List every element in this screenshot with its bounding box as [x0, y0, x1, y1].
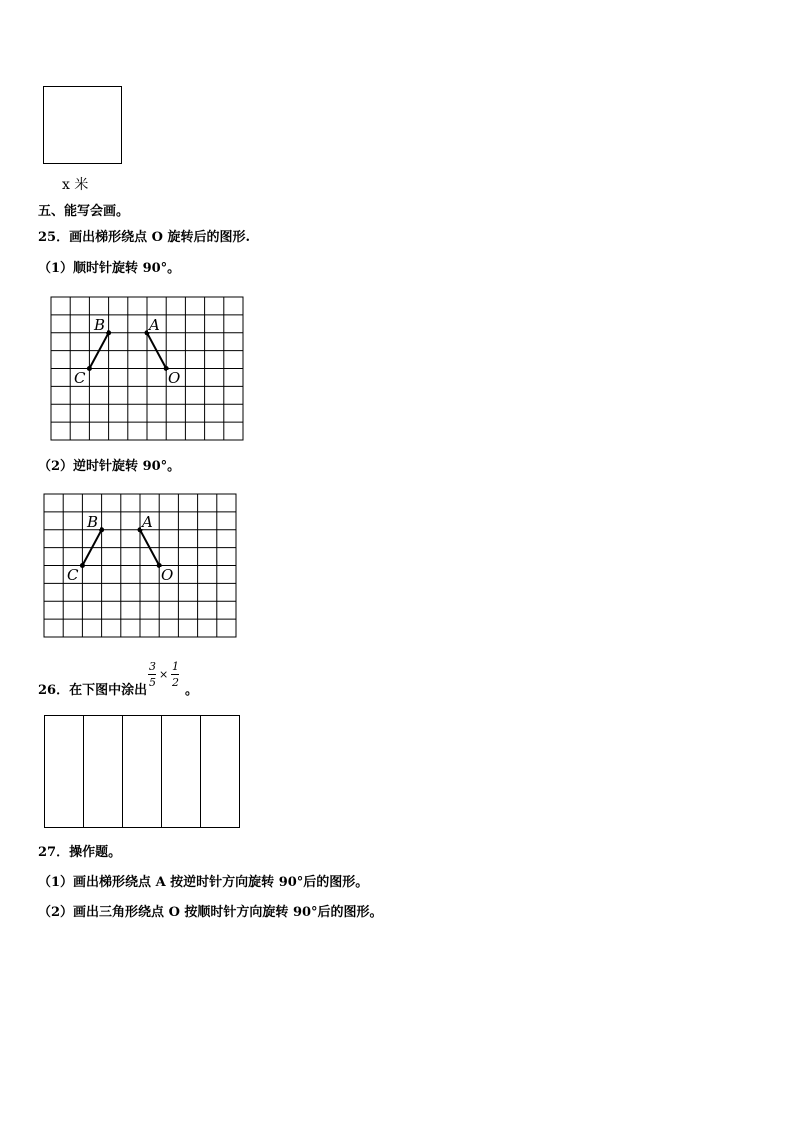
q27-part2: （2）画出三角形绕点 O 按顺时针方向旋转 90°后的图形。: [38, 905, 383, 920]
strip-4: [161, 716, 200, 827]
square-figure: [43, 86, 122, 164]
label-b: B: [94, 316, 106, 334]
q26-rectangle: [44, 715, 240, 828]
frac1-numerator: 3: [149, 660, 156, 673]
q25-part2: （2）逆时针旋转 90°。: [38, 459, 181, 474]
frac1-denominator: 5: [149, 676, 156, 689]
frac1-bar: [148, 674, 156, 675]
q26-expression: [147, 659, 185, 699]
strip-3: [122, 716, 161, 827]
q26-suffix: 。: [185, 683, 199, 698]
q26-prefix: 26．在下图中涂出: [38, 683, 148, 698]
label-a: A: [142, 513, 153, 531]
q25-grid-2: [43, 493, 238, 639]
q27-title: 27．操作题。: [38, 845, 122, 860]
frac2-denominator: 2: [172, 676, 179, 689]
q25-part1: （1）顺时针旋转 90°。: [38, 261, 181, 276]
point-c: [87, 366, 92, 371]
strip-2: [83, 716, 122, 827]
label-a: A: [149, 316, 160, 334]
q27-part1: （1）画出梯形绕点 A 按逆时针方向旋转 90°后的图形。: [38, 875, 369, 890]
label-o: O: [161, 566, 174, 584]
q25-grid-1: [50, 296, 245, 442]
label-b: B: [87, 513, 99, 531]
label-o: O: [168, 369, 181, 387]
label-c: C: [74, 369, 86, 387]
point-c: [80, 563, 85, 568]
times-sign: ×: [159, 668, 169, 681]
label-c: C: [67, 566, 79, 584]
square-caption: x 米: [62, 177, 89, 193]
strip-1: [45, 716, 83, 827]
q25-title: 25．画出梯形绕点 O 旋转后的图形.: [38, 230, 250, 245]
frac2-bar: [171, 674, 179, 675]
section-5-title: 五、能写会画。: [38, 204, 130, 219]
frac2-numerator: 1: [172, 660, 179, 673]
strip-5: [200, 716, 239, 827]
